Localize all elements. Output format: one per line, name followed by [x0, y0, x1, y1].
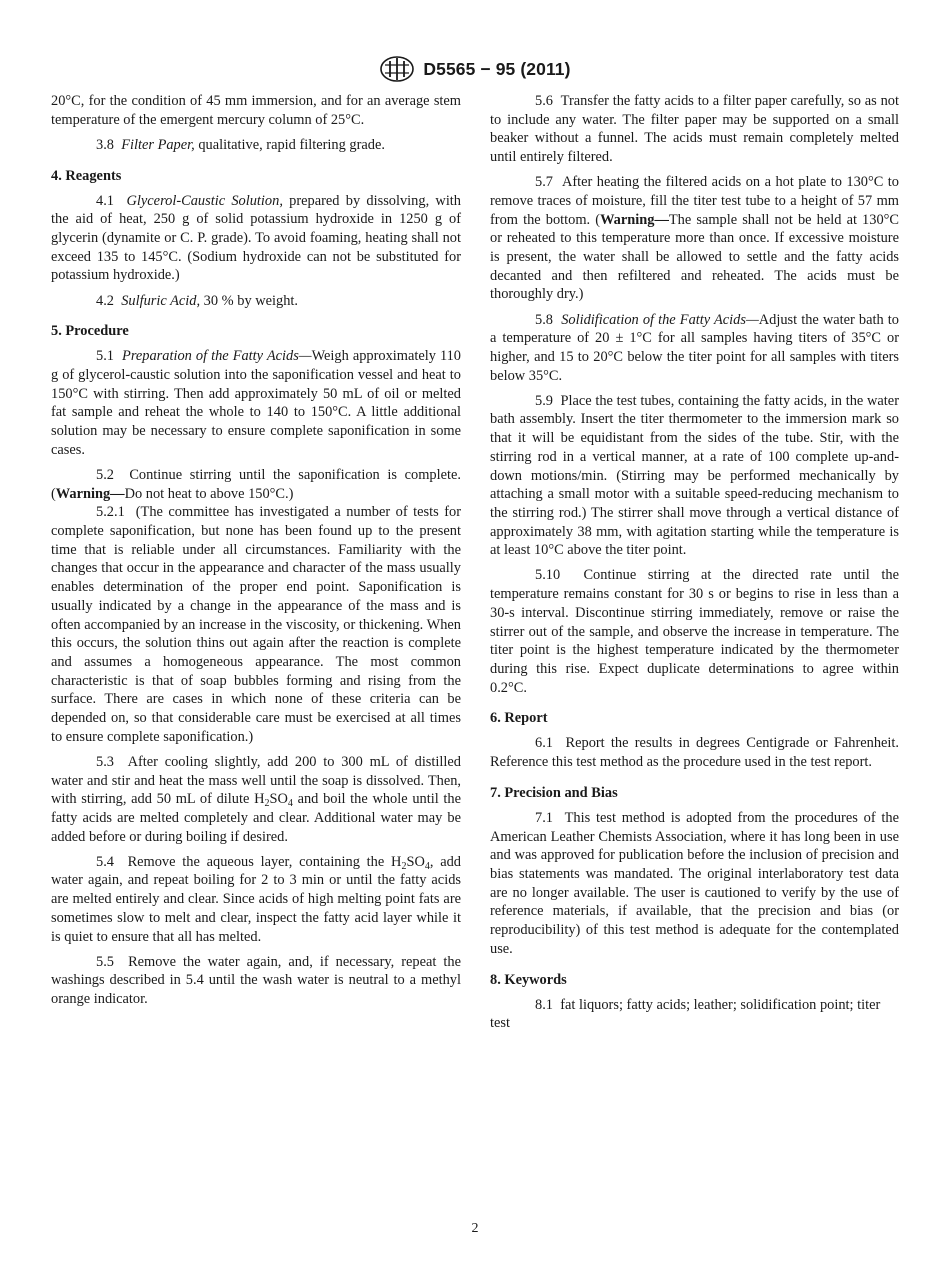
paragraph-4-1: 4.1 Glycerol-Caustic Solution, prepared by dissolving, with the aid of heat, 250 g of solid potassium hydroxide in 1250 g of glycerin (dynamite or C. P. grade). To avoid foaming, heating shall not exceed 135 to 145°C. (Sodium hydroxide can not be substituted for potassium hydroxide.): [51, 192, 462, 284]
paragraph-5-6: 5.6 Transfer the fatty acids to a filter paper carefully, so as not to include any water. The filter paper may be supported on a small beaker without a funnel. The acids must remain completely melted until entirely filtered.: [490, 93, 899, 166]
paragraph-5-3: 5.3 After cooling slightly, add 200 to 300 mL of distilled water and stir and heat the mass well until the soap is dissolved. Then, with stirring, add 50 mL of dilute $H_2SO_4$ and boil the whole until the fatty acids are melted completely and clear. Additional water may be added before or during boiling if desired.: [51, 753, 461, 845]
page-number: 2: [471, 1221, 479, 1236]
paragraph-5-7: 5.7 After heating the filtered acids on a hot plate to 130°C to remove traces of moisture, fill the titer test tube to a height of 57 mm from the bottom. (Warning—The sample shall not be held at 130°C or reheated to this temperature more than once. If excessive moisture is present, the water shall be allowed to settle and the fatty acids decanted and then refiltered and reheated. The acids must be thoroughly dry.): [490, 174, 900, 303]
document-designation: D5565 − 95 (2011): [423, 58, 571, 79]
section-heading: 6. Report: [490, 710, 548, 727]
paragraph-7-1: 7.1 This test method is adopted from the procedures of the American Leather Chemists Association, where it has long been in use and was approved for publication before the inclusion of precision and bias statements was mandated. The original interlaboratory test data are no longer available. The user is cautioned to verify by the use of reference materials, if available, that the precision and bias (or reproducibility) of this test method is adequate for the contemplated use.: [490, 809, 900, 957]
page-header: [0, 55, 950, 83]
paragraph-5-1: 5.1 Preparation of the Fatty Acids—Weigh approximately 110 g of glycerol-caustic solution into the saponification vessel and heat to 150°C with stirring. Then add approximately 50 mL of oil or melted fat sample and reheat the whole to 140 to 150°C. A little additional solution may be necessary to ensure complete saponification in some cases.: [51, 348, 462, 458]
section-heading: 8. Keywords: [490, 971, 567, 988]
paragraph-5-2-1: 5.2.1 (The committee has investigated a number of tests for complete saponification, but none has been found up to the present time that is reliable under all circumstances. Familiarity with the changes that occur in the appearance and character of the mass usually enables determination of the proper end point. Saponification is usually indicated by a change in the appearance of the mass and is often accompanied by an increase in the viscosity, or thickening. When this occurs, the solution thins out again after the reaction is complete and assumes a homogeneous appearance. The most common characteristic is that of soap bubbles forming and rising from the surface. There are cases in which none of these criteria can be depended on, so that considerable care must be exercised at all times to ensure complete saponification.): [51, 504, 461, 745]
paragraph-5-10: 5.10 Continue stirring at the directed rate until the temperature remains constant for 30 s or begins to rise in less than a 30-s interval. Discontinue stirring immediately, remove or raise the stirrer out of the sample, and observe the increase in temperature. The titer point is the highest temperature indicated by the thermometer during this rise. Expect duplicate determinations to agree within 0.2°C.: [490, 567, 900, 696]
section-heading: 7. Precision and Bias: [490, 784, 618, 801]
paragraph-5-2: 5.2 Continue stirring until the saponification is complete. (Warning—Do not heat to above 150°C.): [51, 466, 461, 502]
paragraph-5-9: 5.9 Place the test tubes, containing the fatty acids, in the water bath assembly. Insert the titer thermometer to the immersion mark so that it will be equidistant from the sides of the tube. Stir, with the stirring rod in a vertical manner, at a rate of 100 complete up-and-down motions/min. (Stirring may be performed mechanically by attaching a small motor with a suitable speed-reducing mechanism to the stirring rod.) The stirrer shall move through a vertical distance of approximately 38 mm, with agitation starting while the temperature is at least 10°C above the titer point.: [490, 392, 899, 559]
paragraph: 20°C, for the condition of 45 mm immersion, and for an average stem temperature of the emergent mercury column of 25°C.: [51, 93, 461, 128]
left-column: [51, 92, 461, 1015]
paragraph-5-5: 5.5 Remove the water again, and, if necessary, repeat the washings described in 5.4 until the wash water is neutral to a methyl orange indicator.: [51, 953, 462, 1008]
paragraph-6-1: 6.1 Report the results in degrees Centigrade or Fahrenheit. Reference this test method as the procedure used in the test report.: [490, 735, 899, 771]
paragraph-5-4: 5.4 Remove the aqueous layer, containing the $H_2SO_4$, add water again, and repeat boiling for 2 to 3 min or until the fatty acids are melted entirely and clear. Since acids of high melting point fats are sometimes slow to melt and clear, inspect the fatty acid layer while it is quiet to ensure that all has melted.: [51, 853, 461, 945]
section-heading: 5. Procedure: [51, 323, 129, 340]
paragraph-8-1: 8.1 fat liquors; fatty acids; leather; solidification point; titer test: [490, 996, 881, 1032]
paragraph-4-2: 4.2 Sulfuric Acid, 30 % by weight.: [96, 292, 299, 309]
paragraph-5-8: 5.8 Solidification of the Fatty Acids—Adjust the water bath to a temperature of 20 ± 1°C for all samples having titers of 35°C or higher, and 15 to 20°C below the titer point for all samples with titers below 35°C.: [490, 311, 899, 384]
right-column: [490, 92, 899, 1039]
section-heading: 4. Reagents: [51, 167, 122, 184]
paragraph-3-8: 3.8 Filter Paper, qualitative, rapid filtering grade.: [96, 136, 385, 153]
astm-logo-icon: [379, 55, 415, 83]
